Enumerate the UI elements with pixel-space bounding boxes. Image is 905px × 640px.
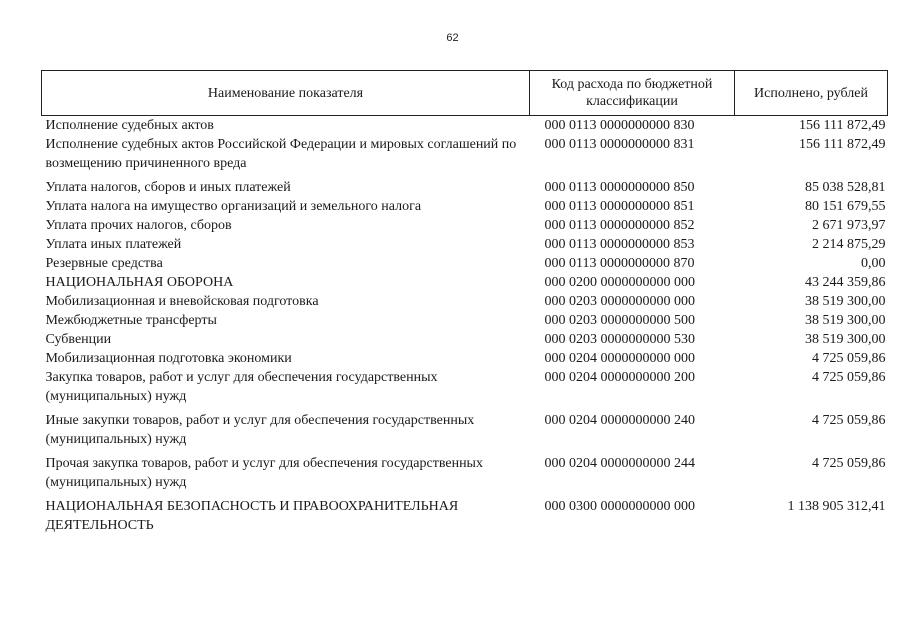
row-name: Мобилизационная подготовка экономики [45, 351, 292, 366]
row-amount: 85 038 528,81 [805, 180, 886, 195]
table-row [42, 349, 888, 368]
row-name: Уплата иных платежей [45, 237, 182, 252]
row-amount: 156 111 872,49 [799, 137, 886, 152]
row-amount: 4 725 059,86 [812, 370, 886, 385]
row-name: Исполнение судебных актов [45, 118, 214, 133]
row-code: 000 0113 0000000000 831 [544, 137, 695, 152]
table-row [42, 330, 888, 349]
table-row [42, 492, 888, 535]
table-row [42, 173, 888, 197]
table-row [42, 216, 888, 235]
row-name: Уплата прочих налогов, сборов [45, 218, 232, 233]
row-name: НАЦИОНАЛЬНАЯ БЕЗОПАСНОСТЬ И ПРАВООХРАНИТЕЛЬНАЯ ДЕЯТЕЛЬНОСТЬ [45, 499, 459, 533]
row-code: 000 0113 0000000000 853 [544, 237, 695, 252]
row-name: Уплата налогов, сборов и иных платежей [45, 180, 291, 195]
row-name: Субвенции [45, 332, 112, 347]
row-amount: 38 519 300,00 [805, 332, 886, 347]
row-amount: 1 138 905 312,41 [787, 499, 886, 514]
table-row [42, 311, 888, 330]
row-name: Межбюджетные трансферты [45, 313, 217, 328]
row-amount: 80 151 679,55 [805, 199, 886, 214]
row-name: НАЦИОНАЛЬНАЯ ОБОРОНА [45, 275, 234, 290]
page-number: 62 [446, 32, 459, 44]
row-code: 000 0113 0000000000 852 [544, 218, 695, 233]
row-code: 000 0204 0000000000 200 [544, 370, 695, 385]
header-amount: Исполнено, рублей [735, 71, 888, 116]
row-code: 000 0203 0000000000 530 [544, 332, 695, 347]
table-row [42, 135, 888, 173]
row-amount: 2 214 875,29 [812, 237, 886, 252]
table-row [42, 406, 888, 449]
row-amount: 2 671 973,97 [812, 218, 886, 233]
row-code: 000 0204 0000000000 000 [544, 351, 695, 366]
row-name: Прочая закупка товаров, работ и услуг для обеспечения государственных (муниципальных) нужд [45, 456, 483, 490]
table-row [42, 254, 888, 273]
row-name: Мобилизационная и вневойсковая подготовка [45, 294, 319, 309]
row-amount: 4 725 059,86 [812, 413, 886, 428]
row-code: 000 0200 0000000000 000 [544, 275, 695, 290]
row-code: 000 0113 0000000000 851 [544, 199, 695, 214]
row-code: 000 0300 0000000000 000 [544, 499, 695, 514]
table-row [42, 292, 888, 311]
row-amount: 38 519 300,00 [805, 313, 886, 328]
budget-execution-table [41, 70, 888, 535]
row-code: 000 0113 0000000000 850 [544, 180, 695, 195]
table-header-row [42, 71, 888, 116]
row-amount: 4 725 059,86 [812, 456, 886, 471]
row-amount: 0,00 [861, 256, 886, 271]
row-code: 000 0113 0000000000 830 [544, 118, 695, 133]
table-row [42, 116, 888, 136]
row-code: 000 0204 0000000000 240 [544, 413, 695, 428]
row-amount: 156 111 872,49 [799, 118, 886, 133]
row-code: 000 0203 0000000000 500 [544, 313, 695, 328]
table-row [42, 368, 888, 406]
table-row [42, 235, 888, 254]
row-amount: 4 725 059,86 [812, 351, 886, 366]
row-amount: 43 244 359,86 [805, 275, 886, 290]
row-code: 000 0204 0000000000 244 [544, 456, 695, 471]
table-row [42, 273, 888, 292]
header-code: Код расхода по бюджетной классификации [530, 71, 735, 116]
row-name: Уплата налога на имущество организаций и земельного налога [45, 199, 422, 214]
row-name: Иные закупки товаров, работ и услуг для обеспечения государственных (муниципальных) нужд [45, 413, 475, 447]
row-name: Резервные средства [45, 256, 163, 271]
row-code: 000 0113 0000000000 870 [544, 256, 695, 271]
row-name: Закупка товаров, работ и услуг для обеспечения государственных (муниципальных) нужд [45, 370, 438, 404]
row-amount: 38 519 300,00 [805, 294, 886, 309]
row-name: Исполнение судебных актов Российской Федерации и мировых соглашений по возмещению причиненного вреда [45, 137, 517, 171]
header-name: Наименование показателя [42, 71, 530, 116]
row-code: 000 0203 0000000000 000 [544, 294, 695, 309]
table-row [42, 449, 888, 492]
table-row [42, 197, 888, 216]
